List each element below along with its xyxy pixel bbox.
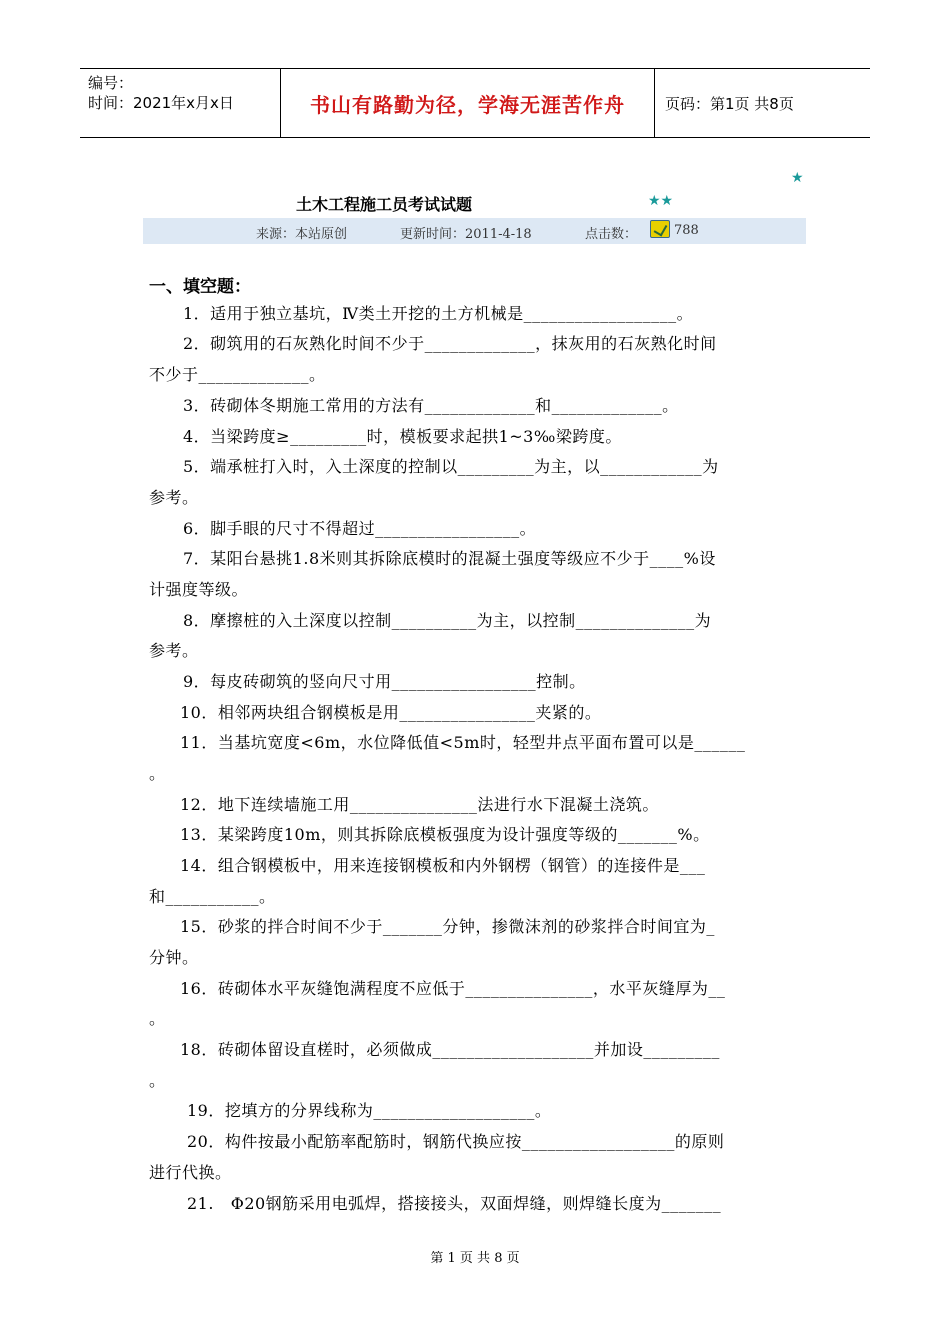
question-line: 18．砖砌体留设直槎时，必须做成___________________并加设_________ (180, 1040, 720, 1059)
question-line: 19．挖填方的分界线称为___________________。 (187, 1101, 552, 1120)
question-line: 不少于_____________。 (149, 365, 326, 384)
question-line: 。 (149, 1071, 166, 1090)
question-line: 15．砂浆的拌合时间不少于_______分钟，掺微沫剂的砂浆拌合时间宜为_ (180, 917, 715, 936)
question-line: 16．砖砌体水平灰缝饱满程度不应低于_______________，水平灰缝厚为__ (180, 979, 726, 998)
section-title: 一、填空题： (149, 277, 251, 297)
question-line: 1．适用于独立基坑，Ⅳ类土开挖的土方机械是__________________。 (183, 304, 694, 323)
question-line: 分钟。 (149, 948, 199, 967)
question-line: 10．相邻两块组合钢模板是用________________夹紧的。 (180, 703, 602, 722)
question-line: 参考。 (149, 641, 199, 660)
question-line: 计强度等级。 (149, 580, 249, 599)
question-line: 。 (149, 764, 166, 783)
question-line: 7．某阳台悬挑1.8米则其拆除底模时的混凝土强度等级应不少于____%设 (183, 549, 716, 568)
header-meta (80, 69, 280, 137)
source-text: 来源：本站原创 (256, 227, 348, 242)
clicks-label: 点击数： (585, 227, 638, 242)
article-info-bar (143, 218, 806, 244)
page-footer: 第 1 页 共 8 页 (430, 1251, 520, 1266)
clicks-icon (650, 220, 670, 238)
page-header (80, 68, 870, 138)
header-motto: 书山有路勤为径，学海无涯苦作舟 (280, 69, 655, 137)
question-line: 14．组合钢模板中，用来连接钢模板和内外钢楞（钢管）的连接件是___ (180, 856, 706, 875)
document-title: 土木工程施工员考试试题 (296, 195, 473, 214)
rating-stars-icon: ★★ (648, 193, 674, 209)
clicks-value: 788 (674, 223, 699, 238)
question-line: 进行代换。 (149, 1163, 232, 1182)
number-label: 编号： (88, 74, 134, 92)
question-line: 参考。 (149, 488, 199, 507)
question-line: 。 (149, 1009, 166, 1028)
question-line: 5．端承桩打入时，入土深度的控制以_________为主，以____________为 (183, 457, 719, 476)
question-line: 4．当梁跨度≥_________时，模板要求起拱1~3‰梁跨度。 (183, 427, 622, 446)
star-icon: ★ (791, 170, 804, 186)
question-line: 20．构件按最小配筋率配筋时，钢筋代换应按__________________的原则 (187, 1132, 725, 1151)
question-line: 和___________。 (149, 887, 276, 906)
header-page-info: 页码：第1页 共8页 (665, 94, 794, 113)
question-line: 11．当基坑宽度<6m，水位降低值<5m时，轻型井点平面布置可以是______ (180, 733, 746, 752)
question-line: 6．脚手眼的尺寸不得超过_________________。 (183, 519, 537, 538)
question-line: 12．地下连续墙施工用_______________法进行水下混凝土浇筑。 (180, 795, 659, 814)
date-label: 时间：2021年x月x日 (88, 94, 234, 112)
question-line: 8．摩擦桩的入土深度以控制__________为主，以控制______________为 (183, 611, 712, 630)
updated-text: 更新时间：2011-4-18 (400, 227, 532, 242)
question-line: 3．砖砌体冬期施工常用的方法有_____________和_____________。 (183, 396, 679, 415)
question-line: 13．某梁跨度10m，则其拆除底模板强度为设计强度等级的_______%。 (180, 825, 710, 844)
question-line: 21. Φ20钢筋采用电弧焊，搭接接头，双面焊缝，则焊缝长度为_______ (187, 1194, 722, 1213)
question-line: 9．每皮砖砌筑的竖向尺寸用_________________控制。 (183, 672, 586, 691)
question-line: 2．砌筑用的石灰熟化时间不少于_____________，抹灰用的石灰熟化时间 (183, 334, 717, 353)
